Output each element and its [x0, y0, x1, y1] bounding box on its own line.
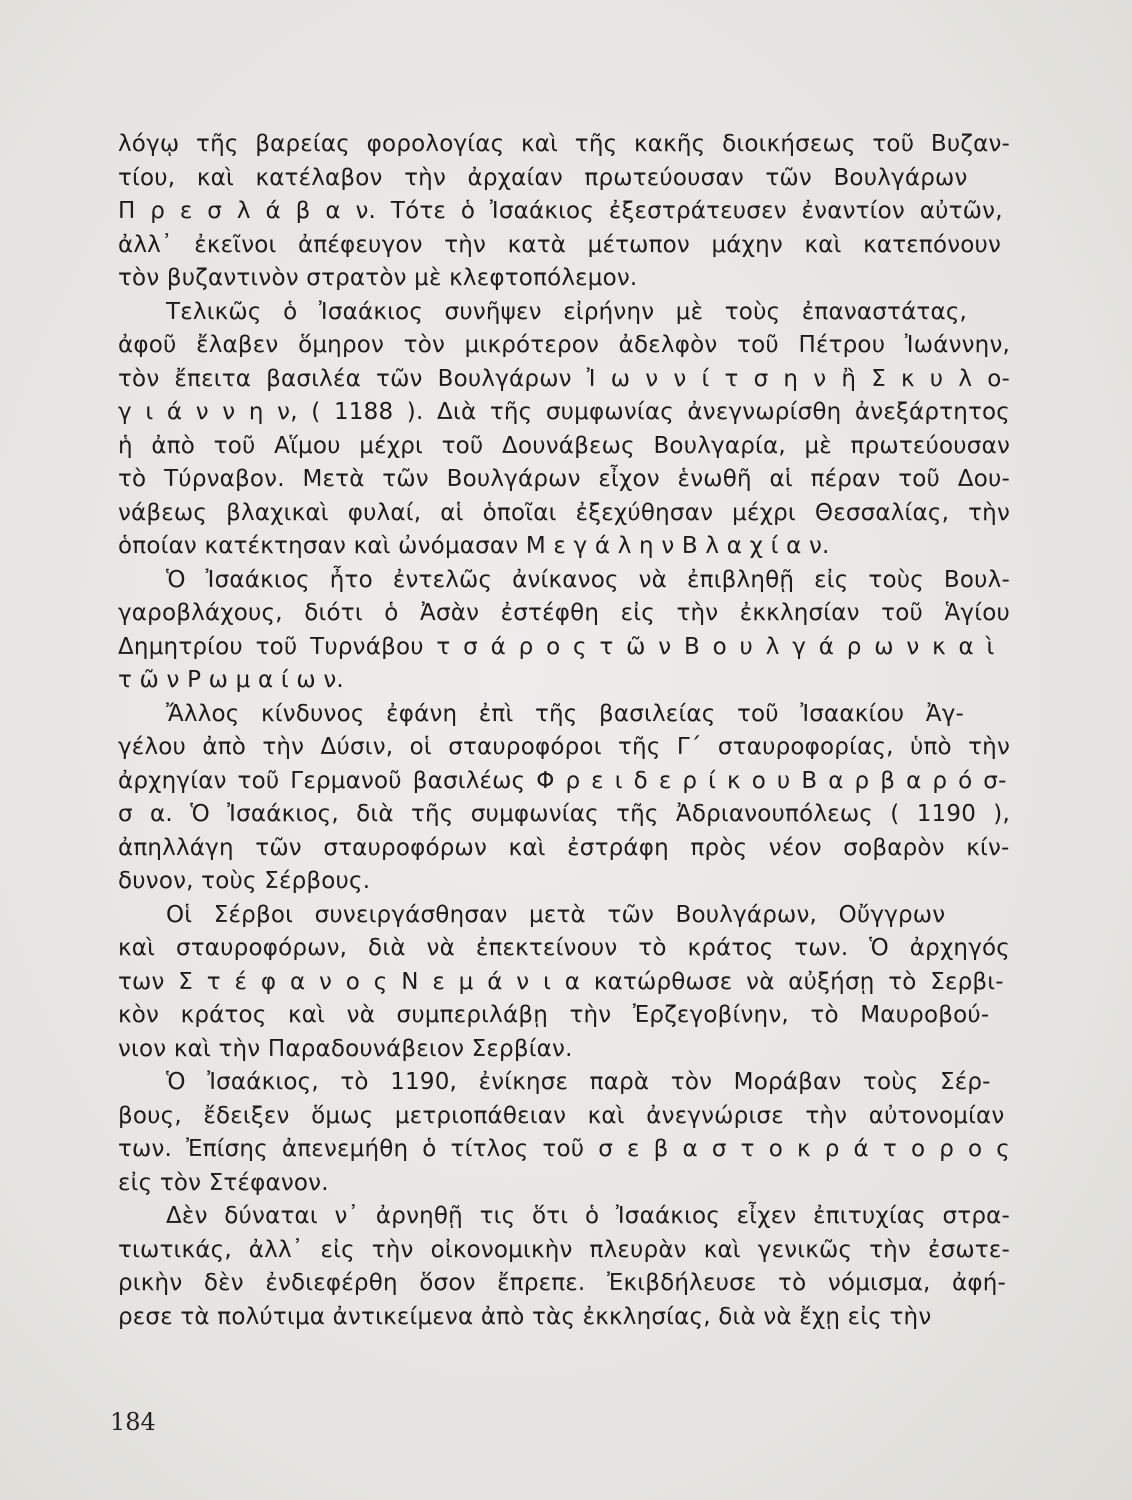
paragraph-first-line: Ὁ Ἰσαάκιος, τὸ 1190, ἐνίκησε παρὰ τὸν Μοράβαν τοὺς Σέρ-: [166, 1069, 991, 1095]
text-line: τίου, καὶ κατέλαβον τὴν ἀρχαίαν πρωτεύουσαν τῶν Βουλγάρων: [118, 164, 968, 191]
paragraph-first-line: Ἄλλος κίνδυνος ἐφάνη ἐπὶ τῆς βασιλείας τοῦ Ἰσαακίου Ἀγ-: [166, 700, 965, 727]
paragraph-first-line: Τελικῶς ὁ Ἰσαάκιος συνῆψεν εἰρήνην μὲ τοὺς ἐπαναστάτας,: [166, 298, 968, 325]
text-line: τιωτικάς, ἀλλ᾽ εἰς τὴν οἰκονομικὴν πλευρὰν καὶ γενικῶς τὴν ἐσωτε-: [118, 1236, 1010, 1263]
text-line: τὸν βυζαντινὸν στρατὸν μὲ κλεφτοπόλεμον.: [118, 265, 638, 291]
text-line: γ ι ά ν ν η ν, ( 1188 ). Διὰ τῆς συμφωνίας ἀνεγνωρίσθη ἀνεξάρτητος: [118, 399, 1010, 425]
text-line: βους, ἔδειξεν ὅμως μετριοπάθειαν καὶ ἀνεγνώρισε τὴν αὐτονομίαν: [118, 1102, 1005, 1129]
text-line: κὸν κράτος καὶ νὰ συμπεριλάβῃ τὴν Ἐρζεγοβίνην, τὸ Μαυροβού-: [118, 1002, 990, 1028]
text-line: ρικὴν δὲν ἐνδιεφέρθη ὅσον ἔπρεπε. Ἐκιβδήλευσε τὸ νόμισμα, ἀφή-: [118, 1270, 1007, 1296]
text-line: γαροβλάχους, διότι ὁ Ἀσὰν ἐστέφθη εἰς τὴν ἐκκλησίαν τοῦ Ἁγίου: [118, 600, 1010, 626]
text-line: ἡ ἀπὸ τοῦ Αἵμου μέχρι τοῦ Δουνάβεως Βουλγαρία, μὲ πρωτεύουσαν: [118, 432, 1010, 459]
text-line: λόγῳ τῆς βαρείας φορολογίας καὶ τῆς κακῆς διοικήσεως τοῦ Βυζαν-: [118, 131, 1010, 157]
text-line: ρεσε τὰ πολύτιμα ἀντικείμενα ἀπὸ τὰς ἐκκλησίας, διὰ νὰ ἔχῃ εἰς τὴν: [118, 1303, 932, 1330]
text-line: των. Ἐπίσης ἀπενεμήθη ὁ τίτλος τοῦ σ ε β α σ τ ο κ ρ ά τ ο ρ ο ς: [118, 1136, 1010, 1162]
text-line: τὸν ἔπειτα βασιλέα τῶν Βουλγάρων Ἰ ω ν ν ί τ σ η ν ἢ Σ κ υ λ ο-: [118, 365, 1010, 392]
body-text: [118, 128, 1010, 1334]
text-line: δυνον, τοὺς Σέρβους.: [118, 868, 371, 894]
text-line: νιον καὶ τὴν Παραδουνάβειον Σερβίαν.: [118, 1035, 573, 1062]
text-line: ἀφοῦ ἔλαβεν ὅμηρον τὸν μικρότερον ἀδελφὸν τοῦ Πέτρου Ἰωάννην,: [118, 332, 1010, 358]
text-line: νάβεως βλαχικαὶ φυλαί, αἱ ὁποῖαι ἐξεχύθησαν μέχρι Θεσσαλίας, τὴν: [118, 499, 1010, 526]
text-line: Δημητρίου τοῦ Τυρνάβου τ σ ά ρ ο ς τ ῶ ν Β ο υ λ γ ά ρ ω ν κ α ὶ: [118, 633, 995, 660]
text-line: ἀλλ᾽ ἐκεῖνοι ἀπέφευγον τὴν κατὰ μέτωπον μάχην καὶ κατεπόνουν: [118, 231, 1002, 258]
text-line: σ α. Ὁ Ἰσαάκιος, διὰ τῆς συμφωνίας τῆς Ἀδριανουπόλεως ( 1190 ),: [118, 801, 1010, 827]
paragraph-first-line: Ὁ Ἰσαάκιος ἦτο ἐντελῶς ἀνίκανος νὰ ἐπιβληθῇ εἰς τοὺς Βουλ-: [166, 566, 1010, 593]
paragraph-first-line: Οἱ Σέρβοι συνειργάσθησαν μετὰ τῶν Βουλγάρων, Οὔγγρων: [166, 901, 946, 928]
text-line: τὸ Τύρναβον. Μετὰ τῶν Βουλγάρων εἶχον ἑνωθῆ αἱ πέραν τοῦ Δου-: [118, 466, 1010, 492]
text-line: ἀρχηγίαν τοῦ Γερμανοῦ βασιλέως Φ ρ ε ι δ ε ρ ί κ ο υ Β α ρ β α ρ ό σ-: [118, 767, 1007, 794]
paragraph-first-line: Δὲν δύναται ν᾽ ἀρνηθῇ τις ὅτι ὁ Ἰσαάκιος εἶχεν ἐπιτυχίας στρα-: [166, 1203, 1010, 1229]
text-line: ἀπηλλάγη τῶν σταυροφόρων καὶ ἐστράφη πρὸς νέον σοβαρὸν κίν-: [118, 834, 1010, 861]
page-number: 184: [110, 1408, 156, 1436]
text-line: γέλου ἀπὸ τὴν Δύσιν, οἱ σταυροφόροι τῆς Γ´ σταυροφορίας, ὑπὸ τὴν: [118, 734, 1010, 760]
text-line: των Σ τ έ φ α ν ο ς Ν ε μ ά ν ι α κατώρθωσε νὰ αὐξήσῃ τὸ Σερβι-: [118, 968, 1004, 995]
text-line: τ ῶ ν Ρ ω μ α ί ω ν.: [118, 667, 344, 693]
text-line: εἰς τὸν Στέφανον.: [118, 1169, 329, 1196]
text-line: ὁποίαν κατέκτησαν καὶ ὠνόμασαν Μ ε γ ά λ η ν Β λ α χ ί α ν.: [118, 533, 830, 559]
text-line: καὶ σταυροφόρων, διὰ νὰ ἐπεκτείνουν τὸ κράτος των. Ὁ ἀρχηγός: [118, 935, 1010, 961]
text-line: Π ρ ε σ λ ά β α ν. Τότε ὁ Ἰσαάκιος ἐξεστράτευσεν ἐναντίον αὐτῶν,: [118, 198, 1003, 224]
